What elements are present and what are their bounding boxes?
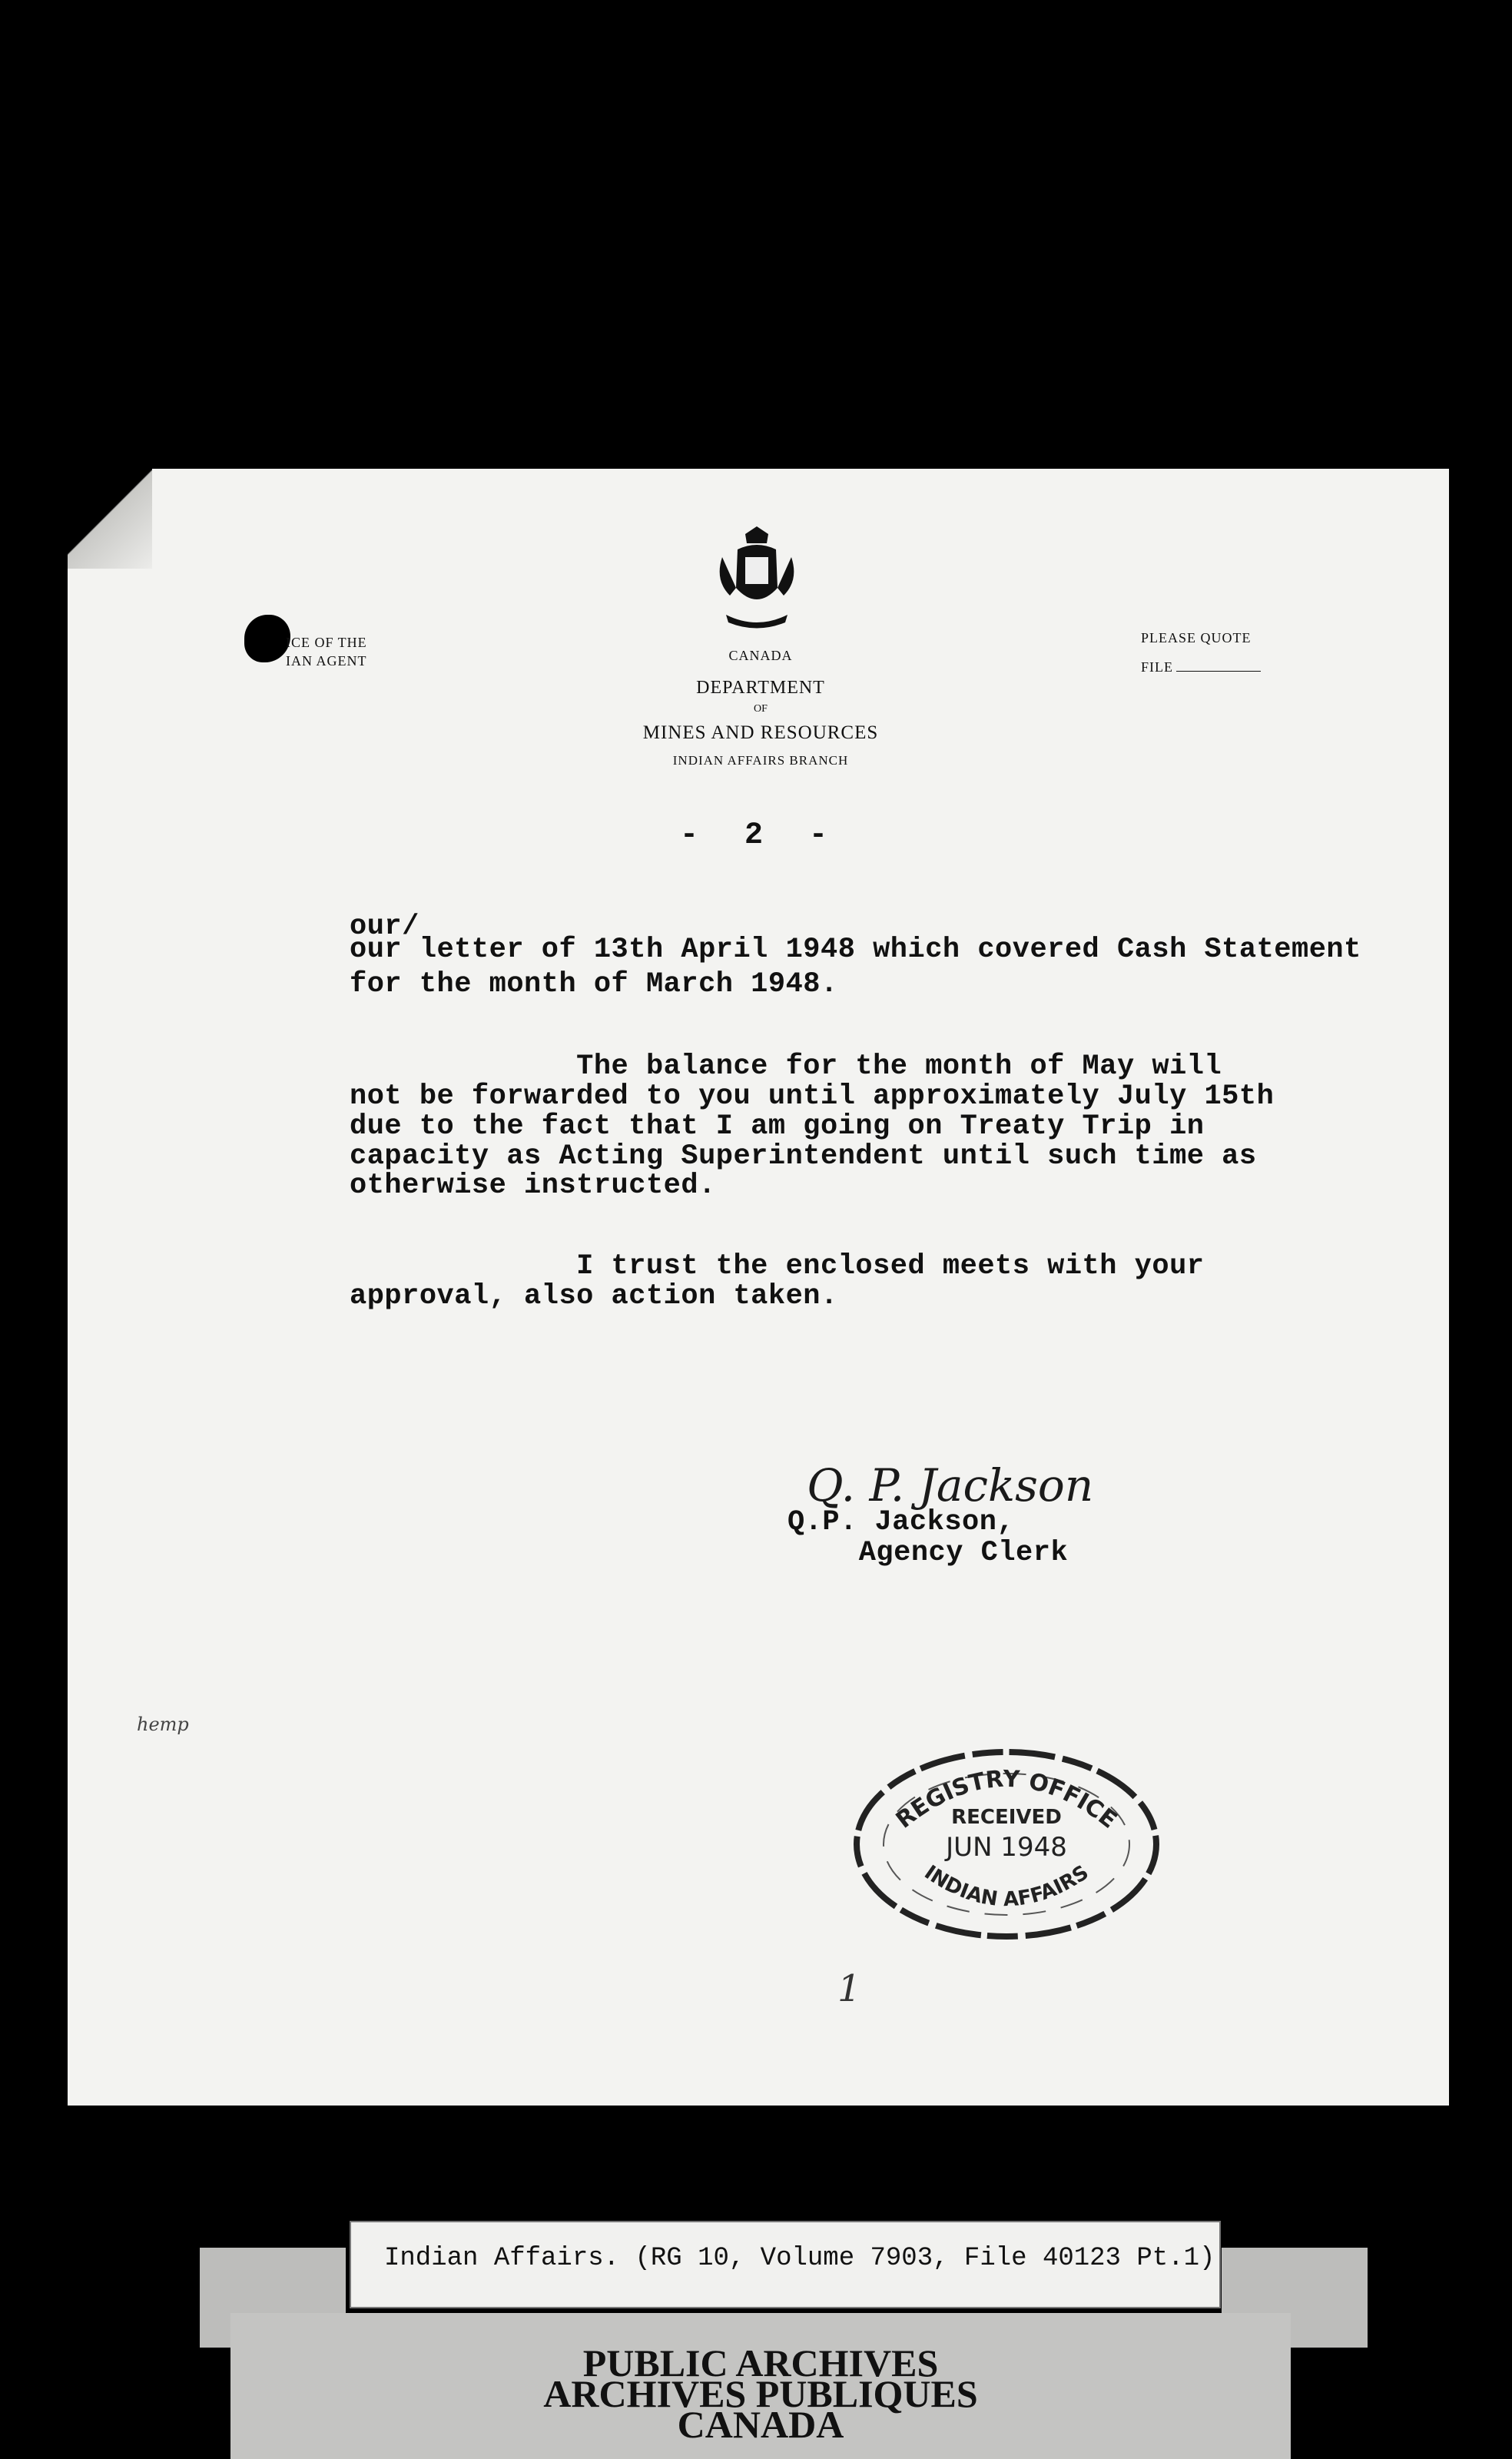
body-line: our/ [350,911,419,943]
folded-corner [68,469,152,569]
office-line-2: IAN AGENT [286,653,367,669]
office-line-1: ICE OF THE [286,635,367,650]
signatory-name: Q.P. Jackson, [788,1506,1015,1538]
coat-of-arms-icon [715,526,799,634]
svg-text:REGISTRY OFFICE: REGISTRY OFFICE [890,1765,1122,1834]
svg-text:JUN 1948: JUN 1948 [946,1832,1067,1863]
letterhead-ministry: MINES AND RESOURCES [642,722,879,743]
svg-text:RECEIVED: RECEIVED [951,1806,1062,1829]
svg-text:Q. P. Jackson: Q. P. Jackson [807,1459,1094,1512]
body-line: for the month of March 1948. [350,968,838,1001]
body-line: otherwise instructed. [350,1170,716,1202]
svg-text:INDIAN AFFAIRS: INDIAN AFFAIRS [920,1860,1093,1912]
signatory-title: Agency Clerk [841,1537,1069,1569]
body-line: I trust the enclosed meets with your [350,1250,1205,1283]
body-line: approval, also action taken. [350,1280,838,1312]
margin-mark: 1 [837,1967,861,2010]
received-stamp [845,1741,1168,1948]
letterhead-country: CANADA [728,648,793,663]
archives-line-1: PUBLIC ARCHIVES [582,2341,939,2384]
file-label: FILE [1141,659,1261,675]
letterhead-department: DEPARTMENT [696,678,825,698]
page-number: - 2 - [680,818,842,853]
body-line: not be forwarded to you until approximately July 15th [350,1080,1275,1113]
body-line: The balance for the month of May will [350,1050,1222,1083]
body-line: our letter of 13th April 1948 which covered Cash Statement [350,934,1361,966]
margin-scribble: hemp [137,1714,189,1735]
archive-reference: Indian Affairs. (RG 10, Volume 7903, File 40123 Pt.1) [384,2244,1215,2273]
body-line: due to the fact that I am going on Treaty Trip in [350,1110,1205,1143]
body-line: capacity as Acting Superintendent until such time as [350,1140,1257,1173]
letterhead-of: OF [754,703,768,715]
letterhead-branch: INDIAN AFFAIRS BRANCH [672,753,849,768]
please-quote-label: PLEASE QUOTE [1141,630,1252,645]
archives-line-2: ARCHIVES PUBLIQUES [543,2372,978,2415]
archives-line-3: CANADA [677,2403,844,2446]
